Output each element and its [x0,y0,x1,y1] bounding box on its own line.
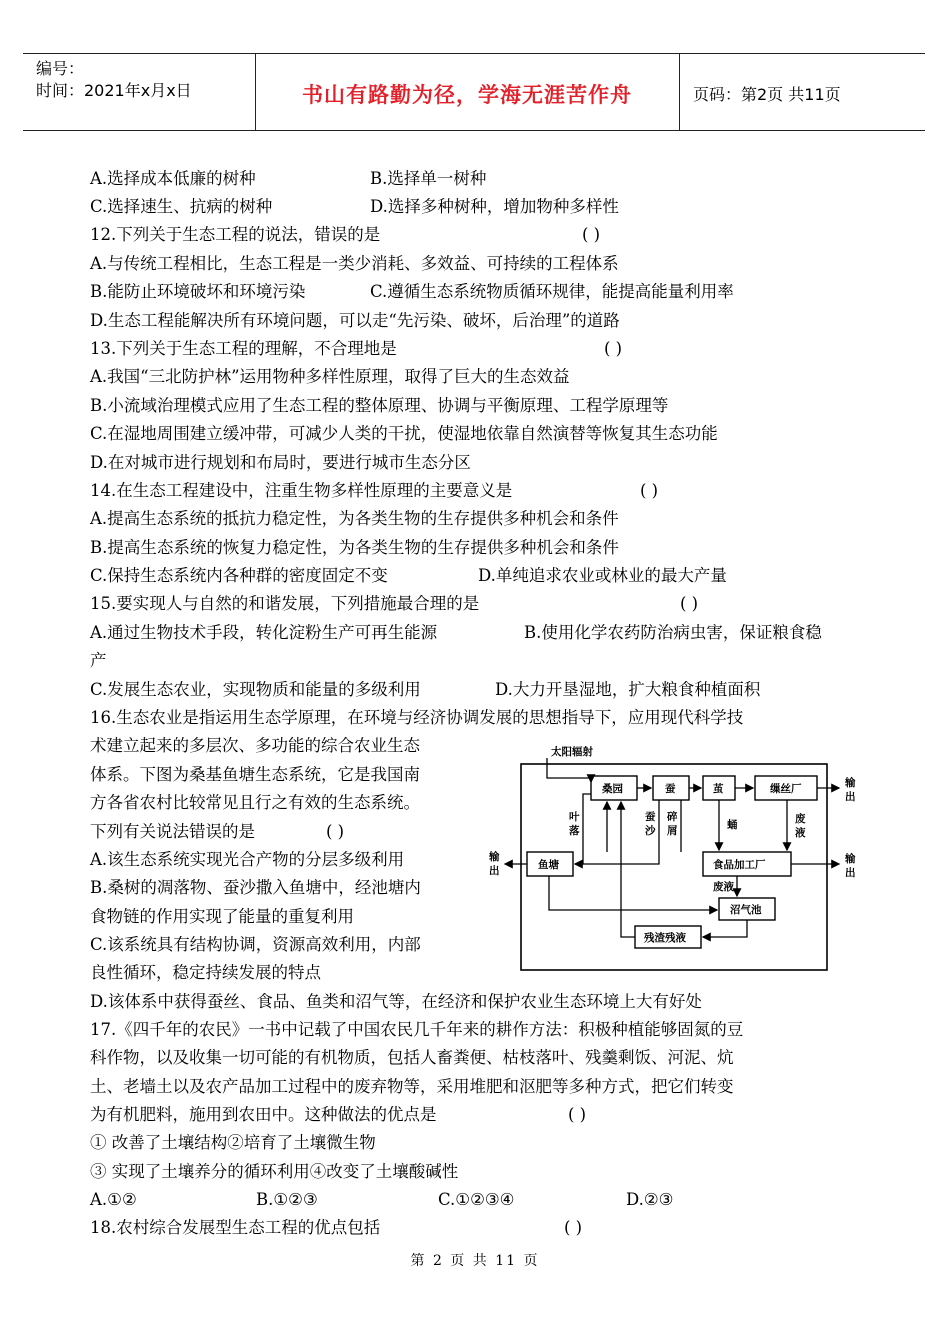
q16-option-c-line2: 良性循环，稳定持续发展的特点 [90,963,321,982]
q17-stem-line2: 科作物，以及收集一切可能的有机物质，包括人畜粪便、枯枝落叶、残羹剩饭、河泥、炕 [90,1048,734,1067]
mulberry-fishpond-diagram [487,742,865,974]
number-label: 编号： [36,59,85,78]
q17-statement-2: ③ 实现了土壤养分的循环利用④改变了土壤酸碱性 [90,1162,459,1181]
silk-sand-label-2: 沙 [645,825,656,837]
q15-stem: 15.要实现人与自然的和谐发展，下列措施最合理的是 [90,594,480,613]
fish-pond-label: 鱼塘 [538,859,559,871]
q16-option-b-line1: B.桑树的凋落物、蚕沙撒入鱼塘中，经池塘内 [90,878,421,897]
page-info: 页码：第2页 共11页 [693,85,841,104]
pond-output-label-1: 输 [489,851,500,863]
pond-output-label-2: 出 [489,865,500,877]
q12-option-d: D.生态工程能解决所有环境问题，可以走“先污染、破坏，后治理”的道路 [90,311,620,330]
page-header [23,53,925,131]
q17-stem-line3: 土、老墙土以及农产品加工过程中的废弃物等，采用堆肥和沤肥等多种方式，把它们转变 [90,1077,734,1096]
q16-stem-line3: 体系。下图为桑基鱼塘生态系统，它是我国南 [90,765,420,784]
q14-option-c: C.保持生态系统内各种群的密度固定不变 [90,566,388,585]
q12-answer-blank: ( ) [582,225,601,244]
cocoon-label: 茧 [713,783,724,795]
q12-option-b: B.能防止环境破坏和环境污染 [90,282,306,301]
q14-option-b: B.提高生态系统的恢复力稳定性，为各类生物的生存提供多种机会和条件 [90,538,619,557]
q13-option-c: C.在湿地周围建立缓冲带，可减少人类的干扰，使湿地依靠自然演替等恢复其生态功能 [90,424,718,443]
q16-option-d: D.该体系中获得蚕丝、食品、鱼类和沼气等，在经济和保护农业生态环境上大有好处 [90,992,702,1011]
silk-sand-label-1: 蚕 [645,811,656,823]
food-output-label-1: 输 [845,853,856,865]
pupa-label: 蛹 [727,819,738,831]
q15-option-b: B.使用化学农药防治病虫害，保证粮食稳 [524,623,822,642]
header-left-cell [23,54,256,130]
crumbs-label-1: 碎 [667,811,678,823]
waste-label-1: 废 [795,813,806,825]
q11-option-b: B.选择单一树种 [370,169,487,188]
q16-stem-line2: 术建立起来的多层次、多功能的综合农业生态 [90,736,420,755]
biogas-label: 沼气池 [730,904,762,916]
q17-option-d: D.②③ [626,1190,674,1209]
silk-output-label-2: 出 [845,791,856,803]
q16-option-c-line1: C.该系统具有结构协调，资源高效利用，内部 [90,935,421,954]
q15-option-d: D.大力开垦湿地，扩大粮食种植面积 [495,680,761,699]
q13-answer-blank: ( ) [604,339,623,358]
q16-answer-blank: ( ) [326,822,345,841]
q12-option-c: C.遵循生态系统物质循环规律，能提高能量利用率 [370,282,734,301]
q13-option-a: A.我国“三北防护林”运用物种多样性原理，取得了巨大的生态效益 [90,367,570,386]
crumbs-label-2: 屑 [667,825,678,837]
q14-option-d: D.单纯追求农业或林业的最大产量 [478,566,727,585]
q17-option-c: C.①②③④ [438,1190,515,1209]
q13-stem: 13.下列关于生态工程的理解，不合理地是 [90,339,397,358]
sun-label: 太阳辐射 [551,746,593,758]
waste-label-2: 液 [795,827,806,839]
q18-answer-blank: ( ) [564,1218,583,1237]
leaf-label: 叶 [569,811,580,823]
q17-option-b: B.①②③ [256,1190,318,1209]
q15-option-c: C.发展生态农业，实现物质和能量的多级利用 [90,680,421,699]
waste-liquid-label: 废液 [713,881,734,893]
litter-label: 落 [569,825,580,837]
q17-answer-blank: ( ) [568,1105,587,1124]
header-middle-cell [255,54,680,130]
q17-statement-1: ① 改善了土壤结构②培育了土壤微生物 [90,1133,376,1152]
q15-option-b-continued: 产 [90,651,107,670]
header-right-cell [679,54,925,130]
q17-stem-line4: 为有机肥料，施用到农田中。这种做法的优点是 [90,1105,437,1124]
silkworm-label: 蚕 [665,783,676,795]
q11-option-d: D.选择多种树种，增加物种多样性 [370,197,619,216]
q16-stem-line5: 下列有关说法错误的是 [90,822,255,841]
residue-to-mulberry-arrow [621,802,635,937]
q13-option-d: D.在对城市进行规划和布局时，要进行城市生态分区 [90,453,471,472]
biogas-to-residue-arrow [703,920,747,937]
q15-option-a: A.通过生物技术手段，转化淀粉生产可再生能源 [90,623,438,642]
sun-arrow [547,758,591,782]
mulberry-label: 桑园 [602,783,623,795]
q16-stem-line4: 方各省农村比较常见且行之有效的生态系统。 [90,793,420,812]
silk-output-label-1: 输 [845,777,856,789]
pond-to-biogas-arrow [549,876,717,910]
q14-answer-blank: ( ) [640,481,659,500]
q16-stem-line1: 16.生态农业是指运用生态学原理，在环境与经济协调发展的思想指导下，应用现代科学技 [90,708,744,727]
q15-answer-blank: ( ) [680,594,699,613]
food-output-label-2: 出 [845,867,856,879]
residue-label: 残渣残液 [644,932,686,944]
q12-option-a: A.与传统工程相比，生态工程是一类少消耗、多效益、可持续的工程体系 [90,254,619,273]
q17-option-a: A.①② [90,1190,137,1209]
q16-option-a: A.该生态系统实现光合产物的分层多级利用 [90,850,405,869]
q16-option-b-line2: 食物链的作用实现了能量的重复利用 [90,907,354,926]
q17-stem-line1: 17.《四千年的农民》一书中记载了中国农民几千年来的耕作方法：积极种植能够固氮的豆 [90,1020,744,1039]
q18-stem: 18.农村综合发展型生态工程的优点包括 [90,1218,381,1237]
q14-stem: 14.在生态工程建设中，注重生物多样性原理的主要意义是 [90,481,513,500]
food-factory-label: 食品加工厂 [713,859,766,871]
motto: 书山有路勤为径，学海无涯苦作舟 [302,83,632,107]
q12-stem: 12.下列关于生态工程的说法，错误的是 [90,225,381,244]
silk-factory-label: 缫丝厂 [770,783,802,795]
page-footer: 第 2 页 共 11 页 [410,1253,540,1269]
q13-option-b: B.小流域治理模式应用了生态工程的整体原理、协调与平衡原理、工程学原理等 [90,396,669,415]
time-label: 时间：2021年x月x日 [36,81,192,100]
q11-option-c: C.选择速生、抗病的树种 [90,197,273,216]
q11-option-a: A.选择成本低廉的树种 [90,169,256,188]
q14-option-a: A.提高生态系统的抵抗力稳定性，为各类生物的生存提供多种机会和条件 [90,509,619,528]
